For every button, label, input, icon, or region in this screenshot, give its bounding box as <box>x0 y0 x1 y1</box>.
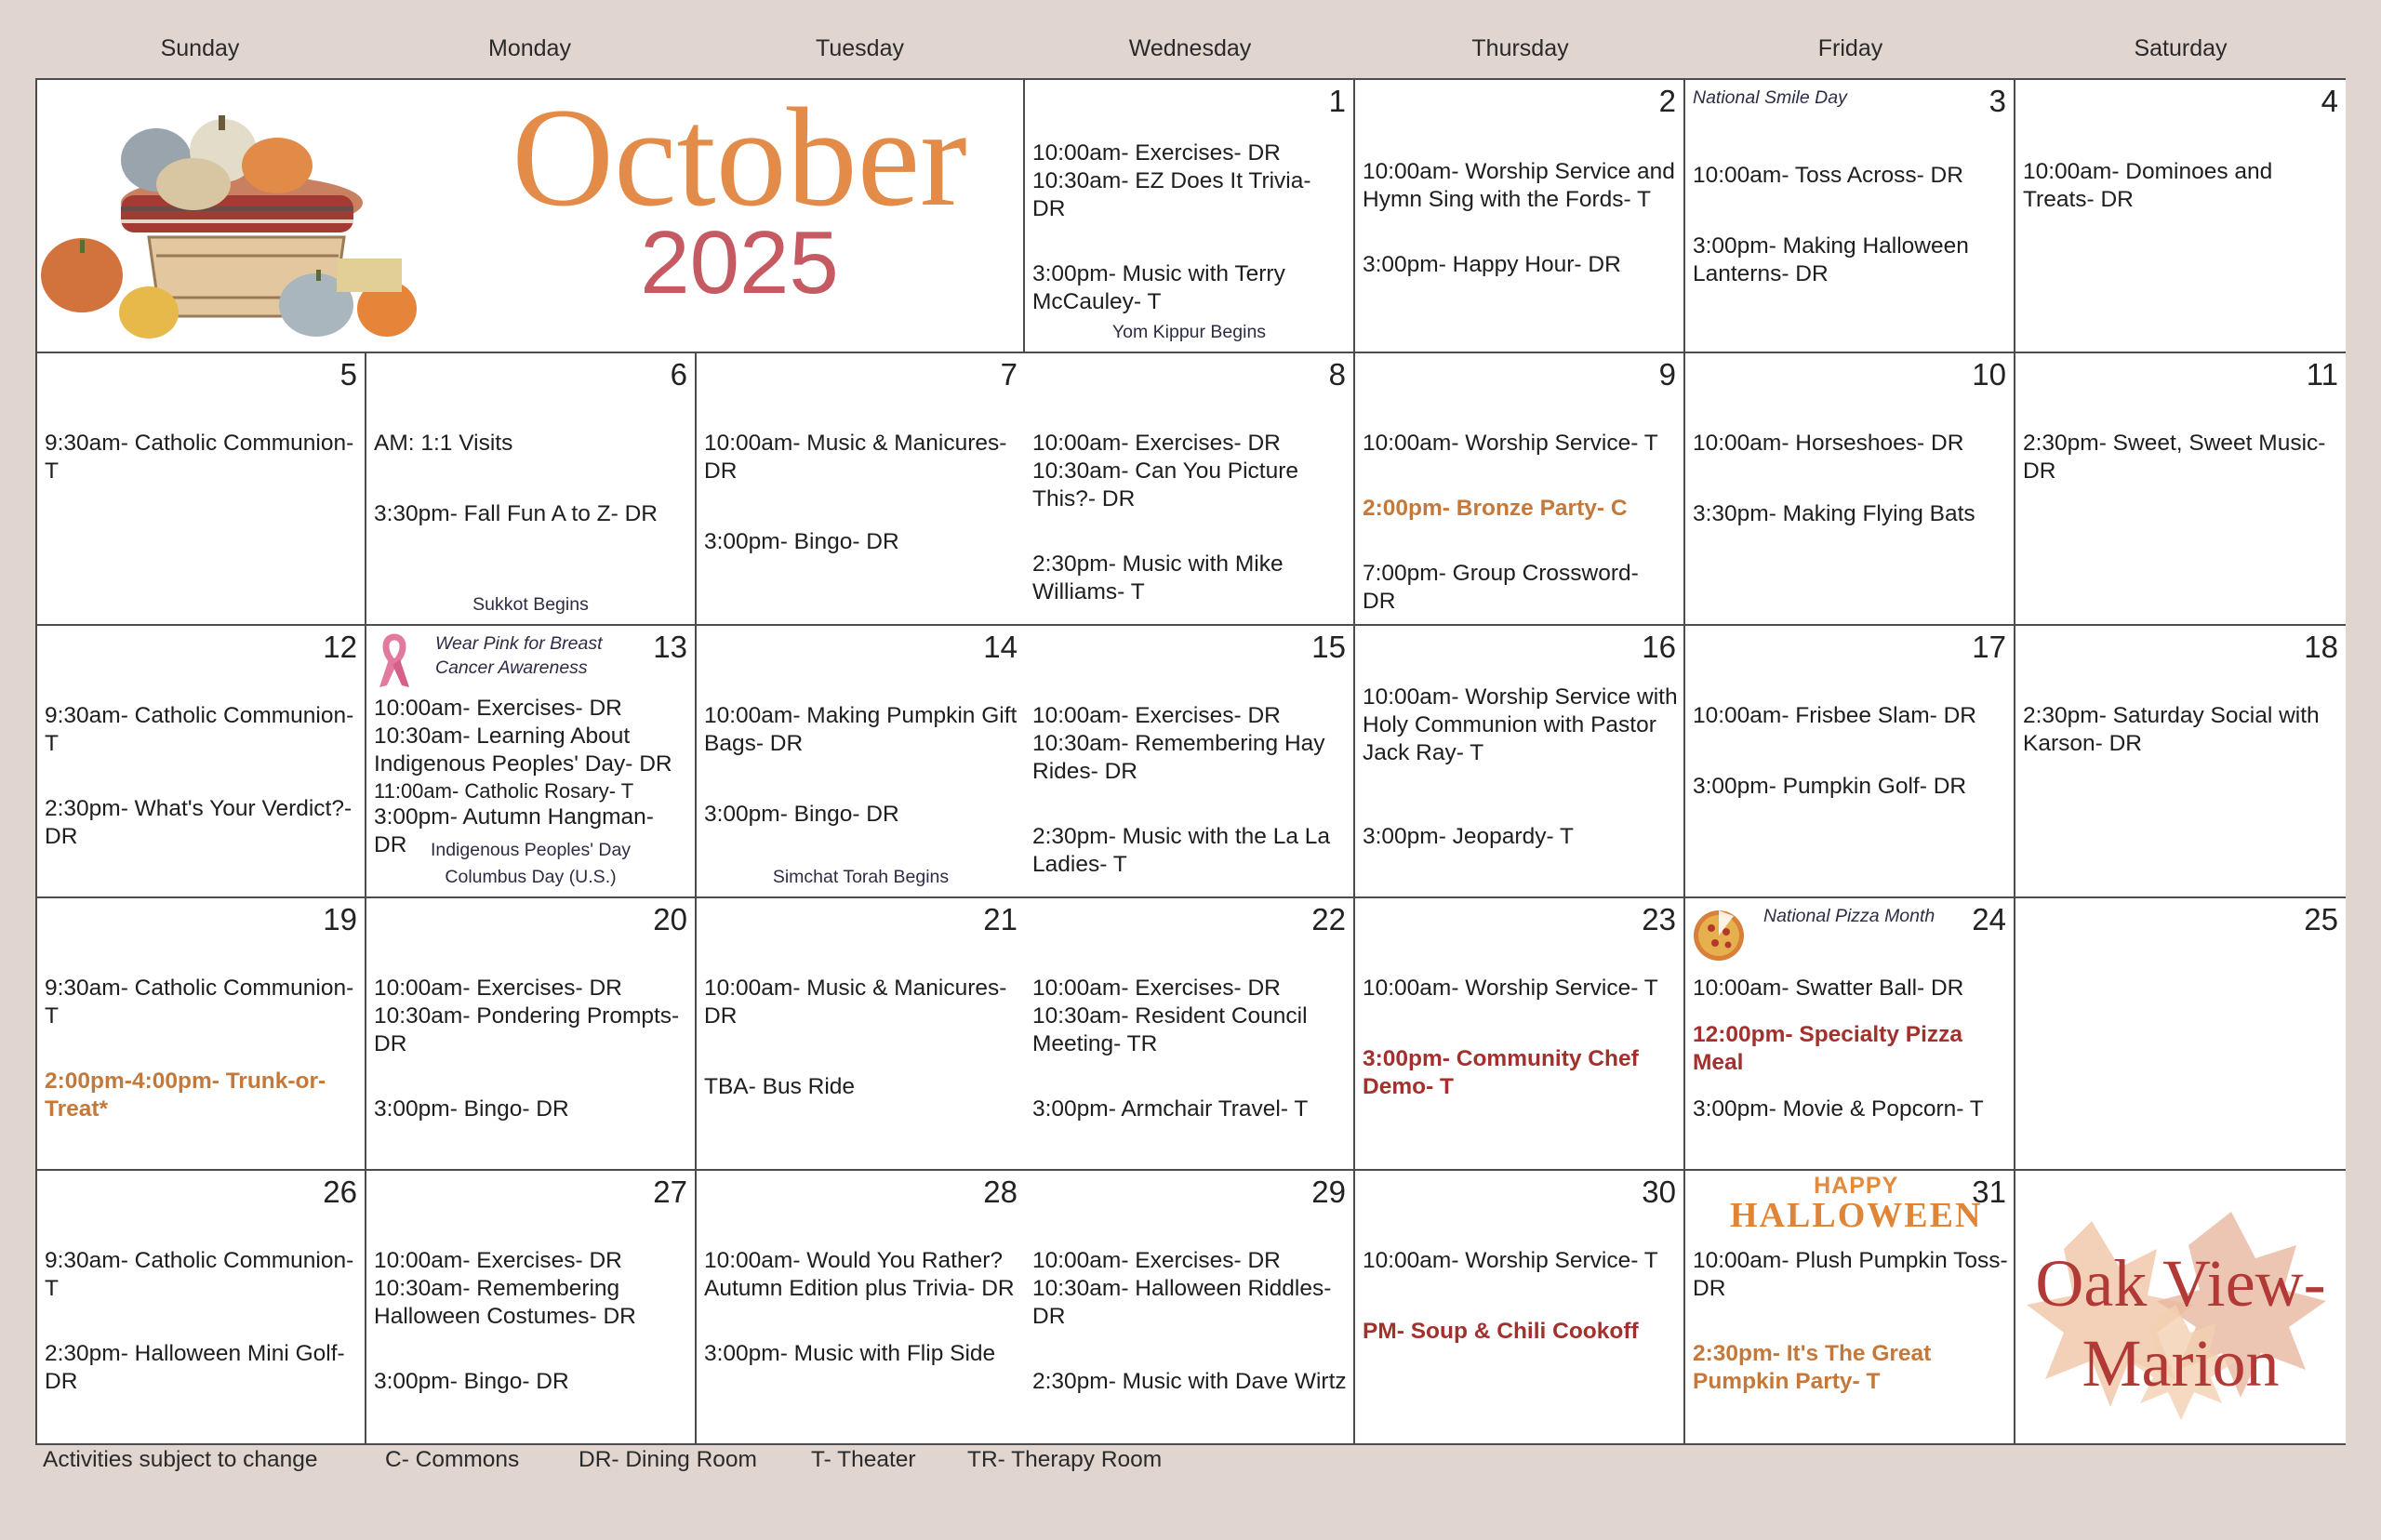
day-number: 16 <box>1642 630 1676 664</box>
event: 3:30pm- Making Flying Bats <box>1693 501 1975 526</box>
event: 2:30pm- What's Your Verdict?- DR <box>45 796 352 849</box>
weekday-sunday: Sunday <box>160 35 240 61</box>
day-number: 9 <box>1658 357 1676 392</box>
header-cell <box>37 80 1025 353</box>
observance-note: Wear Pink for Breast Cancer Awareness <box>435 633 603 678</box>
event: 3:30pm- Fall Fun A to Z- DR <box>374 501 658 526</box>
event: 10:00am- Exercises- DR <box>374 696 622 721</box>
day-number: 24 <box>1972 902 2006 936</box>
event: 3:00pm- Happy Hour- DR <box>1363 252 1621 277</box>
day-cell-10 <box>1685 353 2015 626</box>
day-number: 29 <box>1311 1175 1346 1209</box>
event: 9:30am- Catholic Communion- T <box>45 1248 354 1301</box>
day-cell-14 <box>697 626 1027 898</box>
event: 10:00am- Would You Rather? Autumn Edition plus Trivia- DR <box>704 1248 1015 1301</box>
day-cell-29 <box>1025 1171 1355 1443</box>
weekday-monday: Monday <box>488 35 571 61</box>
event: 10:00am- Worship Service- T <box>1363 431 1658 456</box>
event: 2:30pm- Music with Mike Williams- T <box>1032 551 1284 604</box>
holiday-note-line: Indigenous Peoples' Day <box>430 840 632 860</box>
event: 10:00am- Exercises- DR <box>1032 703 1281 728</box>
holiday-note: Simchat Torah Begins <box>772 867 950 887</box>
day-number: 7 <box>1000 357 1018 392</box>
day-cell-30 <box>1355 1171 1685 1443</box>
day-number: 15 <box>1311 630 1346 664</box>
day-number: 22 <box>1311 902 1346 936</box>
year-title: 2025 <box>640 213 839 312</box>
banner-halloween: HALLOWEEN <box>1730 1196 1983 1235</box>
facility-name <box>2015 1243 2346 1403</box>
pink-ribbon-icon <box>376 631 413 691</box>
pumpkin-basket-icon <box>37 93 428 344</box>
day-cell-15 <box>1025 626 1355 898</box>
banner-happy: HAPPY <box>1814 1173 1899 1199</box>
event: 10:00am- Exercises- DR <box>374 1248 622 1273</box>
day-number: 23 <box>1642 902 1676 936</box>
event: 3:00pm- Jeopardy- T <box>1363 824 1574 849</box>
day-cell-27 <box>366 1171 697 1443</box>
day-cell-21 <box>697 898 1027 1171</box>
day-number: 21 <box>983 902 1018 936</box>
event: 10:00am- Swatter Ball- DR <box>1693 976 1964 1001</box>
day-number: 2 <box>1658 84 1676 118</box>
day-cell-3 <box>1685 80 2015 353</box>
event: 10:00am- Frisbee Slam- DR <box>1693 703 1976 728</box>
day-number: 1 <box>1328 84 1346 118</box>
day-cell-5 <box>37 353 366 626</box>
day-cell-31 <box>1685 1171 2015 1443</box>
day-cell-17 <box>1685 626 2015 898</box>
day-cell-19 <box>37 898 366 1171</box>
legend-therapy-room: TR- Therapy Room <box>967 1447 1163 1472</box>
day-cell-23 <box>1355 898 1685 1171</box>
day-number: 17 <box>1972 630 2006 664</box>
weekday-thursday: Thursday <box>1471 35 1569 61</box>
event: 3:00pm- Bingo- DR <box>704 802 899 827</box>
event: 3:00pm- Movie & Popcorn- T <box>1693 1096 1984 1122</box>
day-cell-28 <box>697 1171 1027 1443</box>
event: 2:30pm- Saturday Social with Karson- DR <box>2023 703 2320 756</box>
day-cell-13 <box>366 626 697 898</box>
day-number: 25 <box>2304 902 2338 936</box>
event: 10:00am- Making Pumpkin Gift Bags- DR <box>704 703 1018 756</box>
day-number: 28 <box>983 1175 1018 1209</box>
event: 10:00am- Toss Across- DR <box>1693 163 1963 188</box>
day-number: 8 <box>1328 357 1346 392</box>
event: 10:30am- Remembering Hay Rides- DR <box>1032 731 1325 784</box>
weekday-tuesday: Tuesday <box>816 35 904 61</box>
day-cell-20 <box>366 898 697 1171</box>
day-cell-4 <box>2015 80 2346 353</box>
event: 9:30am- Catholic Communion- T <box>45 976 354 1029</box>
day-cell-22 <box>1025 898 1355 1171</box>
event: 10:00am- Exercises- DR <box>1032 140 1281 166</box>
event: 10:00am- Exercises- DR <box>374 976 622 1001</box>
event: 2:30pm- Music with Dave Wirtz <box>1032 1369 1347 1394</box>
event-highlight: 2:30pm- It's The Great Pumpkin Party- T <box>1693 1341 1932 1394</box>
day-number: 20 <box>653 902 687 936</box>
legend-commons: C- Commons <box>385 1447 520 1472</box>
event: 10:30am- Remembering Halloween Costumes- DR <box>374 1276 636 1329</box>
facility-logo-cell <box>2015 1171 2346 1443</box>
day-cell-16 <box>1355 626 1685 898</box>
day-cell-18 <box>2015 626 2346 898</box>
month-title: October <box>512 79 967 235</box>
day-cell-7 <box>697 353 1027 626</box>
event: 10:00am- Horseshoes- DR <box>1693 431 1964 456</box>
day-number: 6 <box>670 357 687 392</box>
event: 3:00pm- Bingo- DR <box>704 529 899 554</box>
event-highlight: PM- Soup & Chili Cookoff <box>1363 1319 1639 1344</box>
event: 3:00pm- Bingo- DR <box>374 1096 569 1122</box>
event: 10:00am- Exercises- DR <box>1032 976 1281 1001</box>
weekday-saturday: Saturday <box>2134 35 2228 61</box>
event: 2:30pm- Music with the La La Ladies- T <box>1032 824 1331 877</box>
event-highlight: 3:00pm- Community Chef Demo- T <box>1363 1046 1639 1099</box>
facility-name-line: Marion <box>2082 1326 2280 1401</box>
event: 10:30am- EZ Does It Trivia- DR <box>1032 168 1311 221</box>
event: 10:00am- Worship Service and Hymn Sing with the Fords- T <box>1363 159 1675 212</box>
event: 11:00am- Catholic Rosary- T <box>374 779 634 803</box>
event: 10:30am- Resident Council Meeting- TR <box>1032 1003 1308 1056</box>
holiday-note: Sukkot Begins <box>472 594 589 615</box>
day-cell-9 <box>1355 353 1685 626</box>
event: AM: 1:1 Visits <box>374 431 513 456</box>
event: 10:30am- Pondering Prompts- DR <box>374 1003 680 1056</box>
event-highlight: 2:00pm-4:00pm- Trunk-or-Treat* <box>45 1069 326 1122</box>
day-cell-24 <box>1685 898 2015 1171</box>
day-number: 4 <box>2321 84 2338 118</box>
event: 10:30am- Learning About Indigenous Peoples' Day- DR <box>374 724 672 777</box>
calendar-grid <box>35 78 2346 1445</box>
day-number: 12 <box>323 630 357 664</box>
day-number: 13 <box>653 630 687 664</box>
event: 3:00pm- Music with Terry McCauley- T <box>1032 261 1285 314</box>
event: 7:00pm- Group Crossword- DR <box>1363 561 1639 614</box>
legend-theater: T- Theater <box>811 1447 916 1472</box>
event: 3:00pm- Music with Flip Side <box>704 1341 996 1366</box>
event: 10:00am- Worship Service- T <box>1363 976 1658 1001</box>
event: 10:00am- Exercises- DR <box>1032 431 1281 456</box>
day-number: 3 <box>1989 84 2006 118</box>
day-number: 11 <box>2306 357 2338 392</box>
observance-note: National Pizza Month <box>1763 906 1935 926</box>
happy-halloween-banner <box>1730 1175 1982 1234</box>
holiday-note: Yom Kippur Begins <box>1111 322 1267 342</box>
event-highlight: 12:00pm- Specialty Pizza Meal <box>1693 1022 1963 1075</box>
event: 10:00am- Music & Manicures- DR <box>704 431 1007 484</box>
day-number: 10 <box>1972 357 2006 392</box>
event: 10:00am- Worship Service with Holy Communion with Pastor Jack Ray- T <box>1363 684 1678 765</box>
event: 10:00am- Dominoes and Treats- DR <box>2023 159 2273 212</box>
day-cell-1 <box>1025 80 1355 353</box>
day-number: 26 <box>323 1175 357 1209</box>
event: 3:00pm- Autumn Hangman- DR <box>374 804 654 857</box>
event: 10:00am- Music & Manicures- DR <box>704 976 1007 1029</box>
weekday-friday: Friday <box>1817 35 1883 61</box>
legend-disclaimer: Activities subject to change <box>43 1447 318 1472</box>
event: 2:30pm- Halloween Mini Golf- DR <box>45 1341 345 1394</box>
day-cell-6 <box>366 353 697 626</box>
event: 3:00pm- Making Halloween Lanterns- DR <box>1693 233 1969 286</box>
event: 3:00pm- Pumpkin Golf- DR <box>1693 774 1967 799</box>
day-cell-12 <box>37 626 366 898</box>
facility-name-line: Oak View- <box>2035 1246 2326 1321</box>
event: 10:30am- Halloween Riddles- DR <box>1032 1276 1332 1329</box>
day-number: 14 <box>983 630 1018 664</box>
event: 9:30am- Catholic Communion- T <box>45 703 354 756</box>
day-cell-11 <box>2015 353 2346 626</box>
day-number: 5 <box>339 357 357 392</box>
event: 10:30am- Can You Picture This?- DR <box>1032 458 1299 511</box>
weekday-wednesday: Wednesday <box>1128 35 1252 61</box>
event: TBA- Bus Ride <box>704 1074 856 1099</box>
event: 10:00am- Exercises- DR <box>1032 1248 1281 1273</box>
day-cell-26 <box>37 1171 366 1443</box>
event: 3:00pm- Armchair Travel- T <box>1032 1096 1309 1122</box>
pizza-icon <box>1691 904 1747 963</box>
event: 10:00am- Plush Pumpkin Toss- DR <box>1693 1248 2008 1301</box>
day-number: 27 <box>653 1175 687 1209</box>
day-cell-8 <box>1025 353 1355 626</box>
event-highlight: 2:00pm- Bronze Party- C <box>1363 496 1628 521</box>
holiday-note <box>366 837 695 891</box>
day-number: 18 <box>2304 630 2338 664</box>
day-number: 19 <box>323 902 357 936</box>
day-number: 31 <box>1972 1175 2006 1209</box>
day-cell-2 <box>1355 80 1685 353</box>
event: 3:00pm- Bingo- DR <box>374 1369 569 1394</box>
day-cell-25 <box>2015 898 2346 1171</box>
event: 9:30am- Catholic Communion- T <box>45 431 354 484</box>
observance-note: National Smile Day <box>1693 87 1847 108</box>
day-number: 30 <box>1642 1175 1676 1209</box>
legend-dining-room: DR- Dining Room <box>579 1447 757 1472</box>
event: 2:30pm- Sweet, Sweet Music- DR <box>2023 431 2326 484</box>
event: 10:00am- Worship Service- T <box>1363 1248 1658 1273</box>
holiday-note-line: Columbus Day (U.S.) <box>445 867 617 887</box>
